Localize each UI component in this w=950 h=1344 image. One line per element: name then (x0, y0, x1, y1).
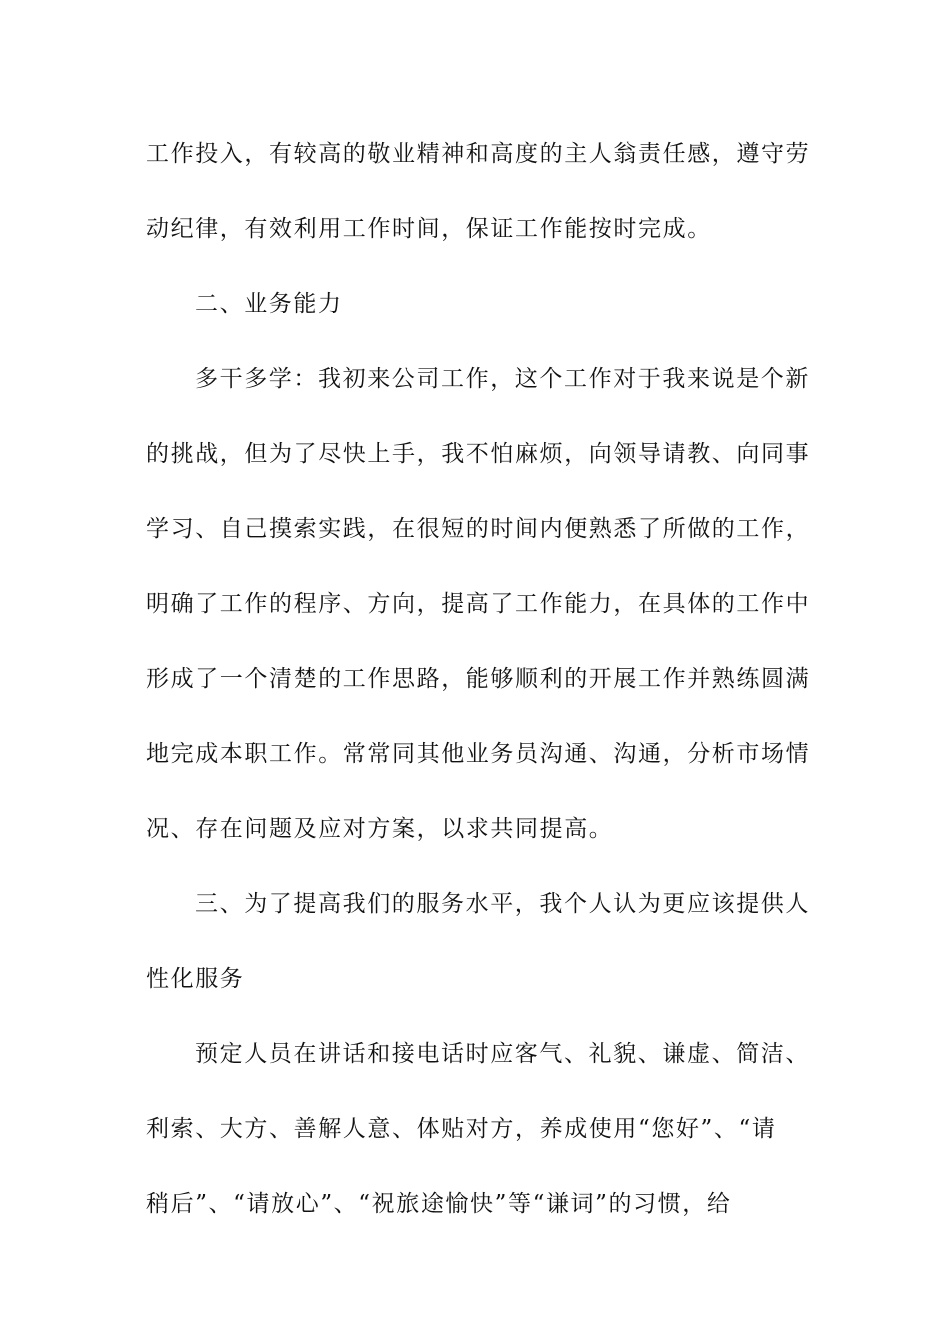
paragraph-line: 工作投入，有较高的敬业精神和高度的主人翁责任感，遵守劳 (146, 141, 811, 167)
paragraph-line: 况、存在问题及应对方案，以求共同提高。 (146, 816, 614, 842)
section-heading-continued: 性化服务 (146, 966, 245, 992)
paragraph-line: 地完成本职工作。常常同其他业务员沟通、沟通，分析市场情 (146, 741, 811, 767)
paragraph-line: 的挑战，但为了尽快上手，我不怕麻烦，向领导请教、向同事 (146, 441, 811, 467)
paragraph-line: 学习、自己摸索实践，在很短的时间内便熟悉了所做的工作， (146, 516, 811, 542)
section-heading: 三、为了提高我们的服务水平，我个人认为更应该提供人 (195, 891, 810, 917)
paragraph-line: 稍后”、“请放心”、“祝旅途愉快”等“谦词”的习惯，给 (146, 1191, 732, 1217)
paragraph-line: 预定人员在讲话和接电话时应客气、礼貌、谦虚、简洁、 (195, 1041, 810, 1067)
paragraph-line: 多干多学：我初来公司工作，这个工作对于我来说是个新 (195, 366, 810, 392)
paragraph-line: 明确了工作的程序、方向，提高了工作能力，在具体的工作中 (146, 591, 811, 617)
paragraph-line: 利索、大方、善解人意、体贴对方，养成使用“您好”、“请 (146, 1116, 777, 1142)
paragraph-line: 形成了一个清楚的工作思路，能够顺利的开展工作并熟练圆满 (146, 666, 811, 692)
paragraph-line: 动纪律，有效利用工作时间，保证工作能按时完成。 (146, 216, 712, 242)
section-heading: 二、业务能力 (195, 291, 343, 317)
